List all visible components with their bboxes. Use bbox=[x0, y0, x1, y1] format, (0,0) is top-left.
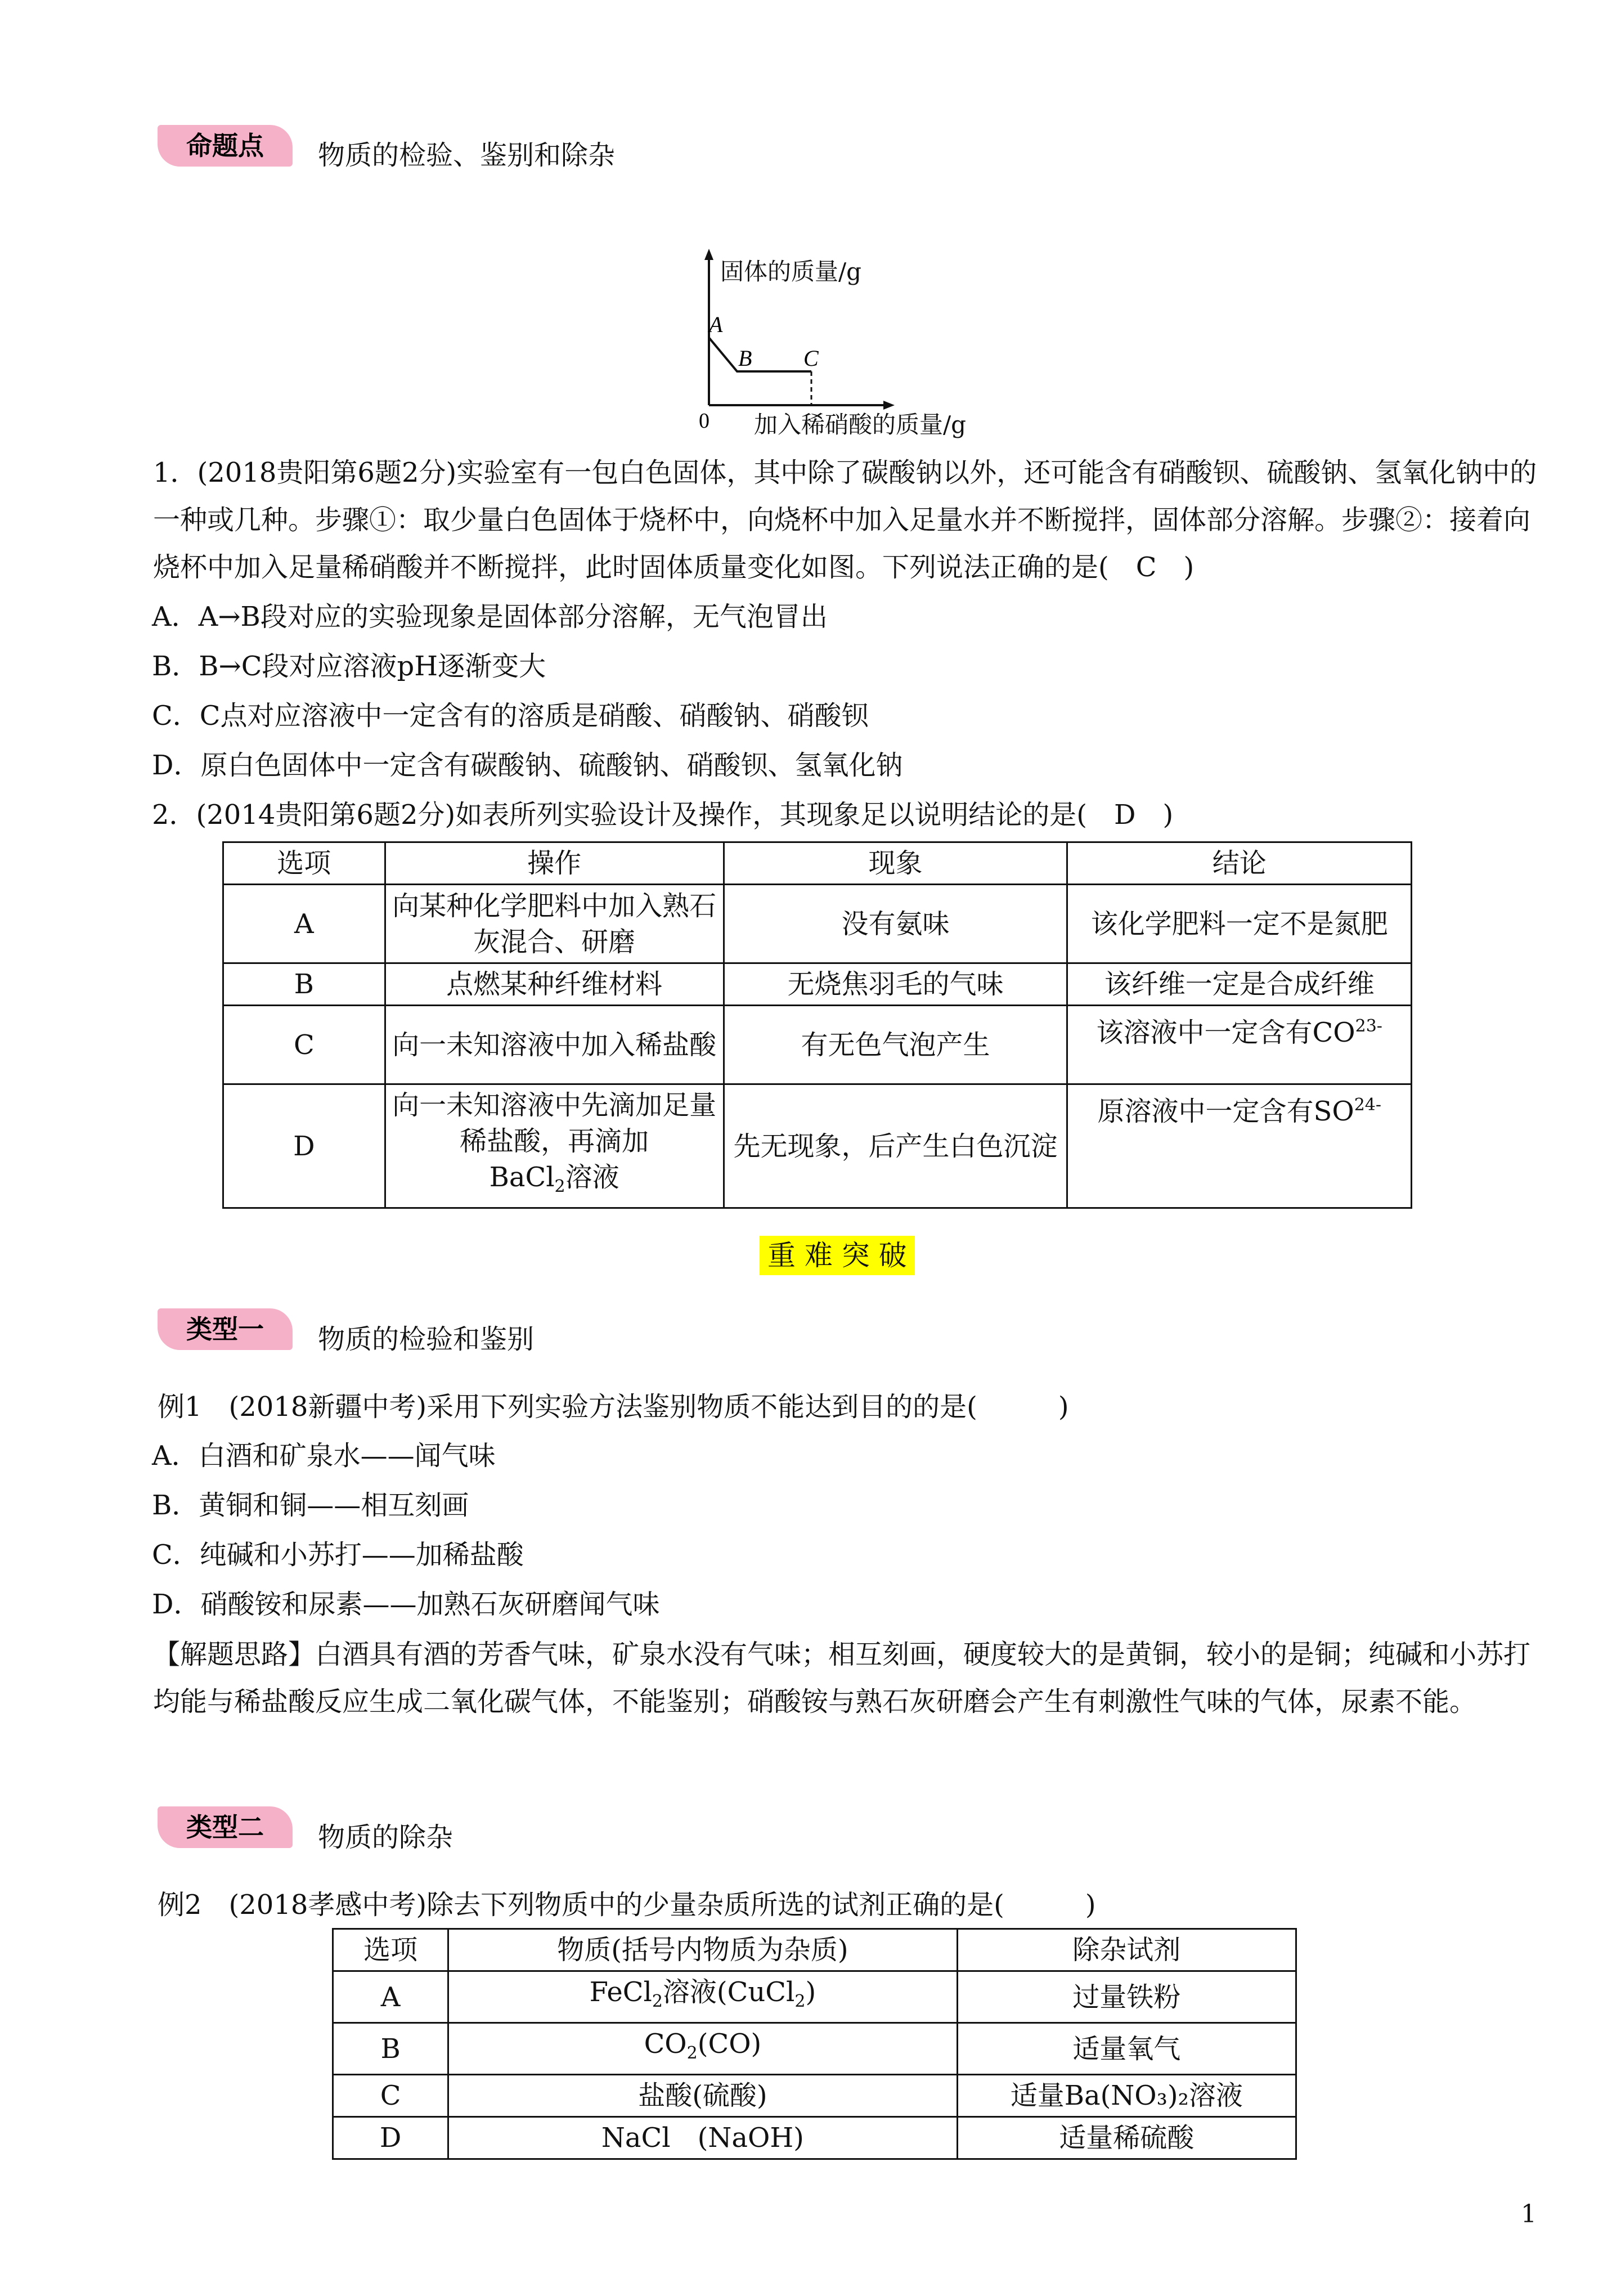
cell-text: 溶液 bbox=[565, 1162, 619, 1193]
table-cell: B bbox=[223, 963, 385, 1006]
table-cell: 盐酸(硫酸) bbox=[448, 2075, 957, 2117]
ion-charge: 24- bbox=[1354, 1095, 1381, 1115]
table-cell bbox=[448, 2023, 957, 2075]
header-cell: 结论 bbox=[1067, 842, 1412, 885]
table-cell: 适量Ba(NO₃)₂溶液 bbox=[957, 2075, 1296, 2117]
q1-option-a: A．A→B段对应的实验现象是固体部分溶解，无气泡冒出 bbox=[152, 601, 828, 633]
table-header-row bbox=[223, 842, 1412, 885]
table-cell: 点燃某种纤维材料 bbox=[385, 963, 724, 1006]
table-cell: 向一未知溶液中加入稀盐酸 bbox=[385, 1006, 724, 1084]
table-cell: B bbox=[333, 2023, 448, 2075]
subscript: 2 bbox=[554, 1177, 565, 1196]
graph-point-b: B bbox=[738, 346, 752, 371]
ex1-analysis: 【解题思路】白酒具有酒的芳香气味，矿泉水没有气味；相互刻画，硬度较大的是黄铜，较小的是铜；纯碱和小苏打均能与稀盐酸反应生成二氧化碳气体，不能鉴别；硝酸铵与熟石灰研磨会产生有刺激性气味的气体，尿素不能。 bbox=[153, 1639, 1531, 1717]
table-cell: D bbox=[223, 1084, 385, 1208]
header-cell: 选项 bbox=[333, 1929, 448, 1971]
graph-point-a: A bbox=[709, 312, 723, 337]
table-cell: C bbox=[333, 2075, 448, 2117]
ex1-option-b: B．黄铜和铜——相互刻画 bbox=[152, 1490, 469, 1521]
subscript: 2 bbox=[794, 1992, 806, 2011]
q2-table bbox=[222, 841, 1412, 1209]
ex1-option-c: C．纯碱和小苏打——加稀盐酸 bbox=[152, 1539, 524, 1571]
cell-text: 该溶液中一定含有CO bbox=[1096, 1017, 1355, 1048]
ex1-option-a: A．白酒和矿泉水——闻气味 bbox=[152, 1440, 496, 1472]
table-cell: A bbox=[333, 1971, 448, 2023]
subscript: 2 bbox=[652, 1992, 663, 2011]
ion-charge: 23- bbox=[1355, 1016, 1382, 1036]
section-title: 物质的除杂 bbox=[318, 1822, 453, 1853]
table-cell bbox=[1067, 1006, 1412, 1084]
section-badge-type2: 类型二 bbox=[158, 1806, 293, 1848]
cell-text: 原溶液中一定含有SO bbox=[1097, 1096, 1354, 1127]
table-row bbox=[333, 2117, 1296, 2159]
cell-text: 溶液(CuCl bbox=[662, 1976, 795, 2008]
ex1-option-d: D．硝酸铵和尿素——加熟石灰研磨闻气味 bbox=[152, 1589, 660, 1620]
ex2-table bbox=[332, 1928, 1297, 2160]
q1-option-b: B．B→C段对应溶液pH逐渐变大 bbox=[152, 651, 546, 682]
q2-stem: 2．(2014贵阳第6题2分)如表所列实验设计及操作，其现象足以说明结论的是( D ) bbox=[152, 799, 1174, 831]
table-row bbox=[223, 963, 1412, 1006]
cell-text: (CO) bbox=[697, 2028, 762, 2060]
header-cell: 操作 bbox=[385, 842, 724, 885]
q1-option-c: C．C点对应溶液中一定含有的溶质是硝酸、硝酸钠、硝酸钡 bbox=[152, 700, 869, 732]
table-cell: 适量稀硫酸 bbox=[957, 2117, 1296, 2159]
table-cell: 无烧焦羽毛的气味 bbox=[724, 963, 1067, 1006]
subscript: 2 bbox=[686, 2043, 698, 2063]
table-cell: NaCl (NaOH) bbox=[448, 2117, 957, 2159]
table-cell: 向某种化学肥料中加入熟石灰混合、研磨 bbox=[385, 885, 724, 963]
page-number: 1 bbox=[1521, 2200, 1537, 2228]
table-cell: C bbox=[223, 1006, 385, 1084]
table-row bbox=[223, 1084, 1412, 1208]
section-badge-type1: 类型一 bbox=[158, 1308, 293, 1350]
cell-text: ) bbox=[805, 1976, 816, 2008]
table-header-row bbox=[333, 1929, 1296, 1971]
header-cell: 物质(括号内物质为杂质) bbox=[448, 1929, 957, 1971]
graph-origin: 0 bbox=[699, 409, 710, 433]
cell-text: CO bbox=[644, 2028, 687, 2060]
graph-ylabel: 固体的质量/g bbox=[720, 258, 862, 285]
header-cell: 选项 bbox=[223, 842, 385, 885]
example1-stem: 例1 (2018新疆中考)采用下列实验方法鉴别物质不能达到目的的是( ) bbox=[158, 1391, 1069, 1423]
cell-text: FeCl bbox=[589, 1976, 652, 2008]
graph-point-c: C bbox=[803, 346, 819, 371]
table-row bbox=[333, 2023, 1296, 2075]
table-cell: 有无色气泡产生 bbox=[724, 1006, 1067, 1084]
example2-stem: 例2 (2018孝感中考)除去下列物质中的少量杂质所选的试剂正确的是( ) bbox=[158, 1889, 1096, 1921]
table-cell: 该化学肥料一定不是氮肥 bbox=[1067, 885, 1412, 963]
table-cell: D bbox=[333, 2117, 448, 2159]
table-row bbox=[333, 1971, 1296, 2023]
table-cell: 没有氨味 bbox=[724, 885, 1067, 963]
section-badge-mingtidian: 命题点 bbox=[158, 125, 293, 167]
section-title: 物质的检验和鉴别 bbox=[318, 1324, 535, 1355]
graph-xlabel: 加入稀硝酸的质量/g bbox=[754, 411, 967, 438]
table-cell: 先无现象，后产生白色沉淀 bbox=[724, 1084, 1067, 1208]
cell-text: 向一未知溶液中先滴加足量稀盐酸，再滴加 bbox=[392, 1089, 717, 1157]
section-title: 物质的检验、鉴别和除杂 bbox=[318, 140, 616, 171]
header-cell: 现象 bbox=[724, 842, 1067, 885]
table-cell: 适量氧气 bbox=[957, 2023, 1296, 2075]
table-row bbox=[223, 1006, 1412, 1084]
table-cell: A bbox=[223, 885, 385, 963]
table-row bbox=[333, 2075, 1296, 2117]
table-cell: 该纤维一定是合成纤维 bbox=[1067, 963, 1412, 1006]
cell-text: BaCl bbox=[489, 1162, 555, 1193]
table-cell bbox=[1067, 1084, 1412, 1208]
header-cell: 除杂试剂 bbox=[957, 1929, 1296, 1971]
table-row bbox=[223, 885, 1412, 963]
q1-stem: 1．(2018贵阳第6题2分)实验室有一包白色固体，其中除了碳酸钠以外，还可能含有硝酸钡、硫酸钠、氢氧化钠中的一种或几种。步骤①：取少量白色固体于烧杯中，向烧杯中加入足量水并不断搅拌，固体部分溶解。步骤②：接着向烧杯中加入足量稀硝酸并不断搅拌，此时固体质量变化如图。下列说法正确的是( C ) bbox=[153, 457, 1537, 583]
table-cell: 过量铁粉 bbox=[957, 1971, 1296, 2023]
q1-option-d: D．原白色固体中一定含有碳酸钠、硫酸钠、硝酸钡、氢氧化钠 bbox=[152, 750, 903, 781]
key-difficulty-heading: 重 难 突 破 bbox=[760, 1236, 915, 1275]
table-cell bbox=[448, 1971, 957, 2023]
table-cell bbox=[385, 1084, 724, 1208]
